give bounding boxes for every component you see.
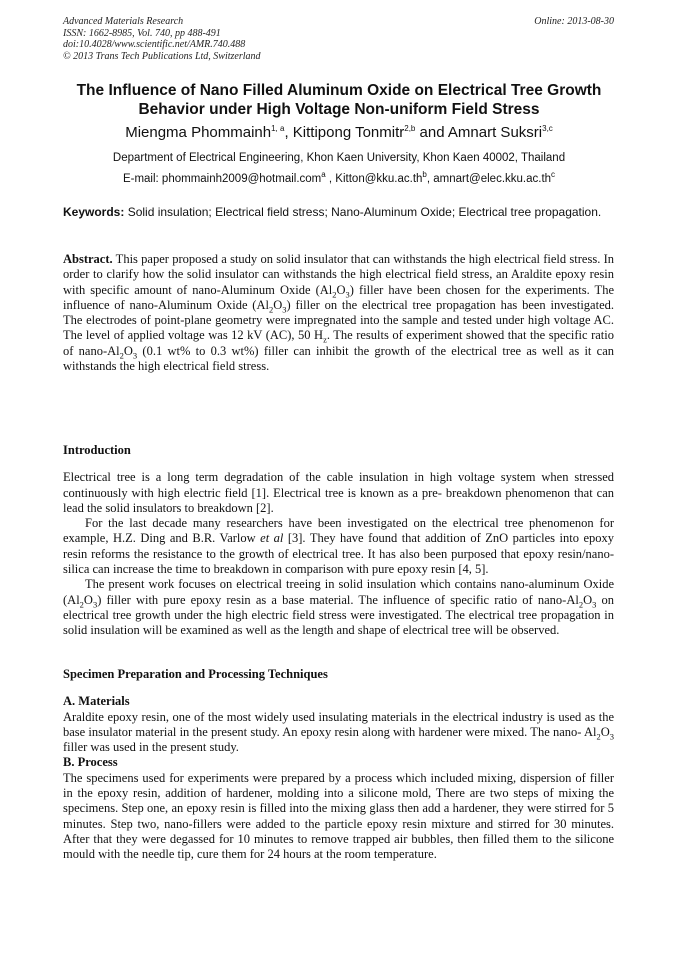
intro-paragraph-2: For the last decade many researchers have been investigated on the electrical tree phenomenon for example, H.Z. Ding and B.R. Varlow et al [3]. They have found that addition of ZnO particles into epoxy resin reforms the resistance to the growth of electrical tree. It has also been purposed that epoxy resin/nano-silica can increase the time to breakdown in comparison with pure epoxy resin [4, 5]. bbox=[63, 516, 614, 577]
author-1: Miengma Phommainh bbox=[125, 124, 272, 141]
journal-header bbox=[63, 16, 261, 62]
email-2[interactable]: , Kitton@kku.ac.th bbox=[325, 173, 423, 185]
doi-line: doi:10.4028/www.scientific.net/AMR.740.488 bbox=[63, 39, 246, 50]
author-2: Kittipong Tonmitr bbox=[292, 124, 405, 141]
title-line-1: The Influence of Nano Filled Aluminum Oxide on Electrical Tree Growth bbox=[76, 82, 602, 99]
email-3[interactable]: , amnart@elec.kku.ac.th bbox=[426, 173, 552, 185]
title-line-2: Behavior under High Voltage Non-uniform Field Stress bbox=[138, 101, 540, 118]
materials-subheading: A. Materials bbox=[63, 694, 130, 709]
copyright-line: © 2013 Trans Tech Publications Ltd, Switzerland bbox=[63, 50, 261, 62]
specimen-section bbox=[63, 667, 614, 863]
introduction-section bbox=[63, 443, 614, 639]
keywords-label: Keywords: bbox=[63, 205, 125, 219]
specimen-heading: Specimen Preparation and Processing Techniques bbox=[63, 667, 328, 681]
affiliation: Department of Electrical Engineering, Khon Kaen University, Khon Kaen 40002, Thailand bbox=[112, 152, 566, 164]
author-list: Miengma Phommainh$^{1, a}$, Kittipong Tonmitr$^{2,b}$ and Amnart Suksri$^{3,c}$ bbox=[125, 124, 553, 141]
introduction-heading: Introduction bbox=[63, 443, 131, 457]
materials-paragraph: Araldite epoxy resin, one of the most widely used insulating materials in the electrical industry is used as the base insulator material in the present study. An epoxy resin along with hardener were mixed. The nano- $Al_2O_3$ filler was used in the present study. bbox=[63, 709, 614, 755]
keywords bbox=[63, 205, 614, 220]
process-subheading: B. Process bbox=[63, 755, 118, 770]
intro-paragraph-3: The present work focuses on electrical treeing in solid insulation which contains nano-aluminum Oxide $(Al_2O_3)$ filler with pure epoxy resin as a base material. The influence of specific ratio of nano-$Al_2O_3$ on electrical tree growth under the high electric field stress were investigated. The electrical tree propagation in solid insulation will be examined as well as the length and shape of electrical tree will be observed. bbox=[63, 577, 615, 638]
intro-paragraph-1: Electrical tree is a long term degradation of the cable insulation in high voltage system when stressed continuously with high electric field [1]. Electrical tree is known as a pre- breakdown phenomenon that can lead the solid insulators to breakdown [2]. bbox=[63, 470, 614, 515]
journal-name: Advanced Materials Research bbox=[63, 16, 184, 27]
email-line: E-mail: phommainh2009@hotmail.com$^a$ , $Kitton@kku.ac.th^b$, $amnart@elec.kku.ac.th^c$ bbox=[122, 170, 556, 185]
email-1[interactable]: phommainh2009@hotmail.com bbox=[161, 173, 322, 185]
keywords-text: Solid insulation; Electrical field stress; Nano-Aluminum Oxide; Electrical tree propagation. bbox=[124, 205, 602, 219]
abstract: Abstract. This paper proposed a study on solid insulator that can withstands the high electrical field stress. In order to clarify how the solid insulator can withstands the high electrical field stress, an Araldite epoxy resin with specific amount of nano-Aluminum Oxide $(Al_2O_3)$ filler have been chosen for the experiments. The influence of nano-Aluminum Oxide $(Al_2O_3)$ filler on the electrical tree propagation has been investigated. The electrodes of point-plane geometry were impregnated into the sample and tested under high voltage AC. The level of applied voltage was 12 kV (AC), 50 $H_z$. The results of experiment showed that the specific ratio of nano-$Al_2O_3$ (0.1 wt% to 0.3 wt%) filler can inhibit the growth of the electrical tree as well as it can withstands the high electrical field stress. bbox=[63, 252, 615, 374]
author-3: Amnart Suksri bbox=[447, 124, 543, 141]
paper-title bbox=[40, 81, 638, 119]
process-paragraph: The specimens used for experiments were prepared by a process which included mixing, dispersion of filler in the epoxy resin, addition of hardener, molding into a silicone mold, There are two steps of mixing the specimens. Step one, an epoxy resin is filled into the mixing glass then add a hardener, they were stirred for 5 minutes. Step two, nano-fillers were added to the particle epoxy resin mixture and stirred for 30 minutes. After that they were degassed for 10 minutes to remove trapped air bubbles, then filled them to the silicone mould with the needle tip, cure them for 24 hours at the room temperature. bbox=[63, 770, 614, 862]
online-date: Online: 2013-08-30 bbox=[534, 16, 614, 27]
issn-line: ISSN: 1662-8985, Vol. 740, pp 488-491 bbox=[63, 27, 221, 39]
abstract-label: Abstract. bbox=[63, 252, 113, 266]
